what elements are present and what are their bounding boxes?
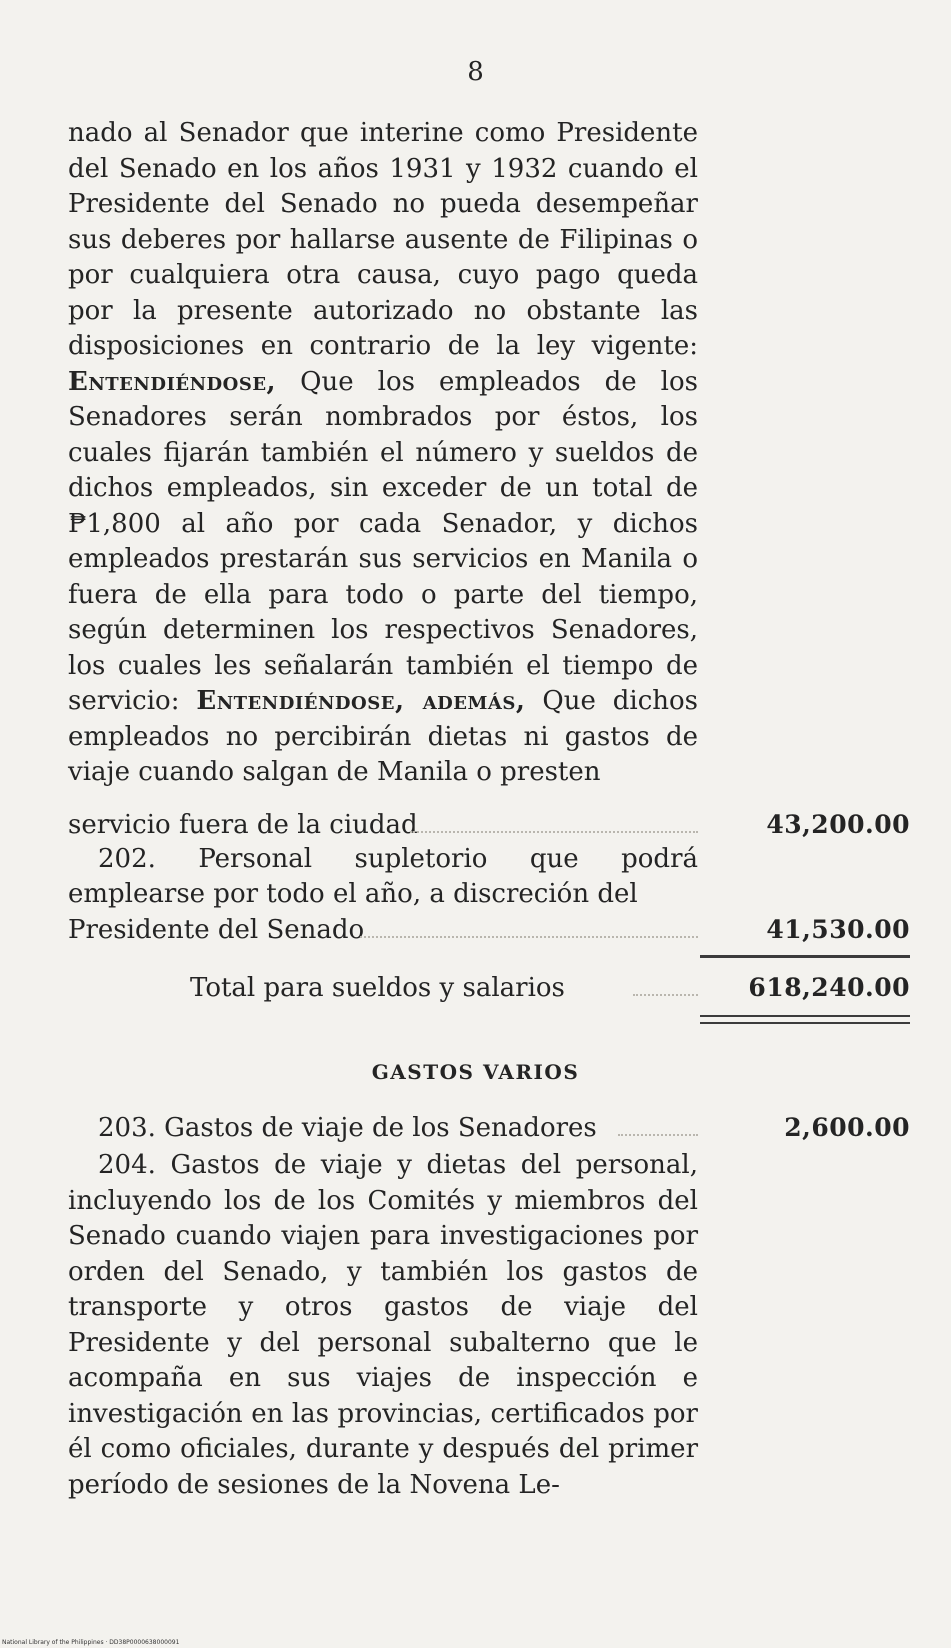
footer-credit: National Library of the Philippines · DD38P0000638000091: [2, 1639, 180, 1646]
item-202-number: 202.: [98, 844, 156, 874]
item-202-text: Personal supletorio que podrá emplearse por todo el año, a discreción del: [68, 844, 698, 909]
paragraph-last-line-text: servicio fuera de la ciudad: [68, 810, 418, 840]
paragraph-text-2: Que los empleados de los Senadores serán nombrados por éstos, los cuales fijarán también el número y sueldos de dichos empleados, sin exceder de un total de ₱1,800 al año por cada Senador, y dichos empleados prestarán sus servicios en Manila o fuera de ella para todo o parte del tiempo, según determinen los respectivos Senadores, los cuales les señalarán también el tiempo de servicio:: [68, 366, 698, 716]
item-204-text: Gastos de viaje y dietas del personal, incluyendo los de los Comités y miembros del Senado cuando viajen para investigaciones por orden del Senado, y también los gastos de transporte y otros gastos de viaje del Presidente y del personal subalterno que le acompaña en sus viajes de inspección e investigación en las provincias, certificados por él como oficiales, durante y después del primer período de sesiones de la Novena Le-: [68, 1150, 698, 1500]
amount-43200: 43,200.00: [766, 810, 910, 839]
paragraph-last-line: [68, 807, 698, 843]
item-202-last-line: [68, 912, 698, 948]
paragraph-text-3: Que dichos empleados no percibirán dietas ni gastos de viaje cuando salgan de Manila o presten: [68, 686, 699, 787]
item-202: [68, 842, 698, 912]
dot-leader: [633, 994, 698, 996]
main-paragraph: [68, 116, 698, 791]
page-number: 8: [467, 57, 484, 87]
amount-41530: 41,530.00: [766, 915, 910, 944]
subtotal-rule: [700, 955, 910, 958]
item-203-line: [68, 1110, 698, 1146]
item-203-text: Gastos de viaje de los Senadores: [164, 1113, 597, 1143]
item-204: [68, 1148, 698, 1503]
item-202-last-line-text: Presidente del Senado: [68, 915, 365, 945]
item-204-number: 204.: [98, 1150, 156, 1180]
dot-leader: [618, 1134, 698, 1136]
total-double-rule: [700, 1015, 910, 1024]
total-amount: 618,240.00: [748, 973, 910, 1002]
dot-leader: [410, 831, 698, 833]
section-heading: GASTOS VARIOS: [371, 1060, 580, 1084]
dot-leader: [360, 936, 698, 938]
proviso-2: Entendiéndose, además,: [196, 686, 526, 716]
amount-2600: 2,600.00: [784, 1113, 910, 1142]
paragraph-text-1: nado al Senador que interine como Presidente del Senado en los años 1931 y 1932 cuando el Presidente del Senado no pueda desempeñar sus deberes por hallarse ausente de Filipinas o por cualquiera otra causa, cuyo pago queda por la presente autorizado no obstante las disposiciones en contrario de la ley vigente:: [68, 118, 698, 361]
total-line: [68, 970, 698, 1006]
item-203-number: 203.: [98, 1113, 156, 1143]
proviso-1: Entendiéndose,: [68, 366, 277, 397]
total-label: Total para sueldos y salarios: [190, 973, 565, 1003]
